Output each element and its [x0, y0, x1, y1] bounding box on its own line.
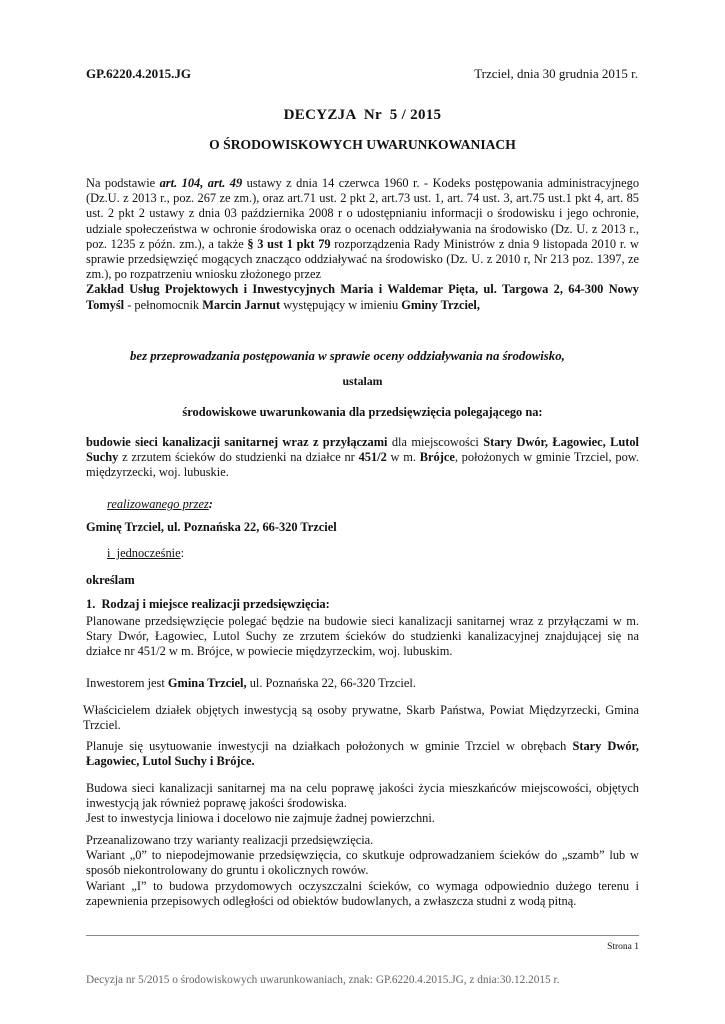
okreslam-heading: określam [86, 573, 135, 587]
page-number: Strona 1 [607, 942, 639, 952]
document-footer: Decyzja nr 5/2015 o środowiskowych uwarunkowaniach, znak: GP.6220.4.2015.JG, z dnia:30.12.2015 r. [86, 974, 560, 986]
intro-text: - pełnomocnik [124, 297, 203, 312]
no-assessment-statement: bez przeprowadzania postępowania w sprawie oceny oddziaływania na środowisko, [130, 349, 565, 363]
legal-basis-paragraph [86, 176, 639, 313]
decision-subtitle: O ŚRODOWISKOWYCH UWARUNKOWANIACH [209, 137, 516, 152]
location-text: Planuje się usytuowanie inwestycji na działkach położonych w gminie Trzciel w obrębach [86, 739, 573, 753]
location-areas: Stary Dwór, Łagowiec, Lutol Suchy i Brójce. [86, 739, 639, 769]
project-plot: 451/2 [358, 450, 387, 465]
realized-by-text: realizowanego przez [107, 497, 209, 511]
place-date: Trzciel, dnia 30 grudnia 2015 r. [474, 66, 638, 81]
intro-paragraph-ref: § 3 ust 1 pkt 79 [247, 236, 331, 251]
project-locality: Brójce [419, 450, 455, 465]
variant-0-text: Wariant „0” to niepodejmowanie przedsięwzięcia, co skutkuje odprowadzaniem ścieków do „szamb” lub w sposób niekontrolowany do gruntu i okolicznych rowów. [86, 848, 639, 878]
municipality-name: Gminy Trzciel, [401, 297, 480, 312]
variants-intro: Przeanalizowano trzy warianty realizacji przedsięwzięcia. [86, 833, 374, 847]
realized-by-entity: Gminę Trzciel, ul. Poznańska 22, 66-320 Trzciel [86, 520, 337, 534]
decision-title: DECYZJA Nr 5 / 2015 [283, 107, 442, 123]
project-text: w m. [386, 450, 420, 465]
planned-project-paragraph: Planowane przedsięwzięcie polegać będzie na budowie sieci kanalizacji sanitarnej wraz z przyłączami w m. Stary Dwór, Łagowiec, Lutol Suchy ze zrzutem ścieków do studzienki kanalizacyjnej znajdującej się na działce nr 451/2 w m. Brójce, w powiecie międzyrzeckim, woj. lubuskim. [86, 614, 639, 659]
intro-text: ustawy z dnia 14 czerwca 1960 r. - Kodeks postępowania administracyjnego (Dz.U. z 2013 r., poz. 267 ze zm.), oraz art.71 ust. 2 pkt 2, art.73 ust. 1, art. 74 ust. 3, art.75 ust.1 pkt 4, art. 85 ust. 2 pkt 2 ustawy z dnia 03 października 2008 r o udostępnianiu informacji o środowisku i jego ochronie, udziale społeczeństwa w ochronie środowiska oraz o ocenach oddziaływania na środowisko (Dz. U. z 2013 r., poz. 1235 z późn. zm.), a także [86, 176, 640, 251]
reference-number: GP.6220.4.2015.JG [86, 66, 191, 81]
intro-text: Na podstawie [86, 176, 160, 190]
purpose-paragraph [86, 781, 639, 827]
investor-paragraph [86, 676, 639, 691]
footer-divider [86, 935, 639, 936]
purpose-text: Budowa sieci kanalizacji sanitarnej ma na celu poprawę jakości życia mieszkańców miejscowości, objętych inwestycją jak również poprawę jakości środowiska. [86, 781, 639, 811]
linear-investment-text: Jest to inwestycja liniowa i docelowo nie zajmuje żadnej powierzchni. [86, 811, 435, 826]
simultaneously-label [107, 546, 607, 561]
realized-by-label [107, 497, 607, 512]
project-text: budowie sieci kanalizacji sanitarnej wraz z przyłączami [86, 435, 388, 449]
intro-text: rozporządzenia Rady Ministrów z dnia 9 listopada 2010 r. w sprawie przedsięwzięć mogących znacząco oddziaływać na środowisko (Dz. U. z 2010 r, Nr 213 poz. 1397, ze zm.), po rozpatrzeniu wniosku złożonego przez [86, 236, 640, 282]
project-text: z zrzutem ścieków do studzienki na działce nr [118, 450, 359, 465]
project-text: , położonych w gminie Trzciel, pow. międzyrzecki, woj. lubuskie. [86, 450, 639, 480]
investor-text: Inwestorem jest [86, 676, 168, 690]
applicant-name: Zakład Usług Projektowych i Inwestycyjnych Maria i Waldemar Pięta, ul. Targowa 2, 64-300 Nowy Tomyśl [86, 282, 639, 312]
simultaneously-text: i jednocześnie [107, 546, 181, 560]
project-text: dla miejscowości [387, 435, 484, 449]
realized-by-colon: : [208, 497, 213, 511]
investor-name: Gmina Trzciel, [167, 676, 247, 690]
simultaneously-colon: : [180, 546, 185, 560]
intro-text: występujący w imieniu [280, 297, 402, 312]
investor-text: ul. Poznańska 22, 66-320 Trzciel. [246, 676, 416, 690]
intro-articles: art. 104, art. 49 [159, 176, 243, 190]
project-description [86, 435, 639, 481]
location-paragraph [86, 739, 639, 769]
owners-paragraph: Właścicielem działek objętych inwestycją są osoby prywatne, Skarb Państwa, Powiat Międzyrzecki, Gmina Trzciel. [83, 703, 639, 733]
section-1-heading: 1. Rodzaj i miejsce realizacji przedsięwzięcia: [86, 597, 330, 611]
conditions-heading: środowiskowe uwarunkowania dla przedsięwzięcia polegającego na: [182, 405, 543, 419]
variant-1-text: Wariant „I” to budowa przydomowych oczyszczalni ścieków, co wymaga odpowiednio dużego terenu i zapewnienia przepisowych odległości od obiektów budowlanych, a zwłaszcza studni z wodą pitną. [86, 878, 639, 908]
proxy-name: Marcin Jarnut [202, 297, 281, 312]
ustalam-heading: ustalam [342, 374, 383, 388]
variants-paragraph [86, 833, 639, 909]
project-localities: Stary Dwór, Łagowiec, Lutol Suchy [86, 435, 639, 465]
